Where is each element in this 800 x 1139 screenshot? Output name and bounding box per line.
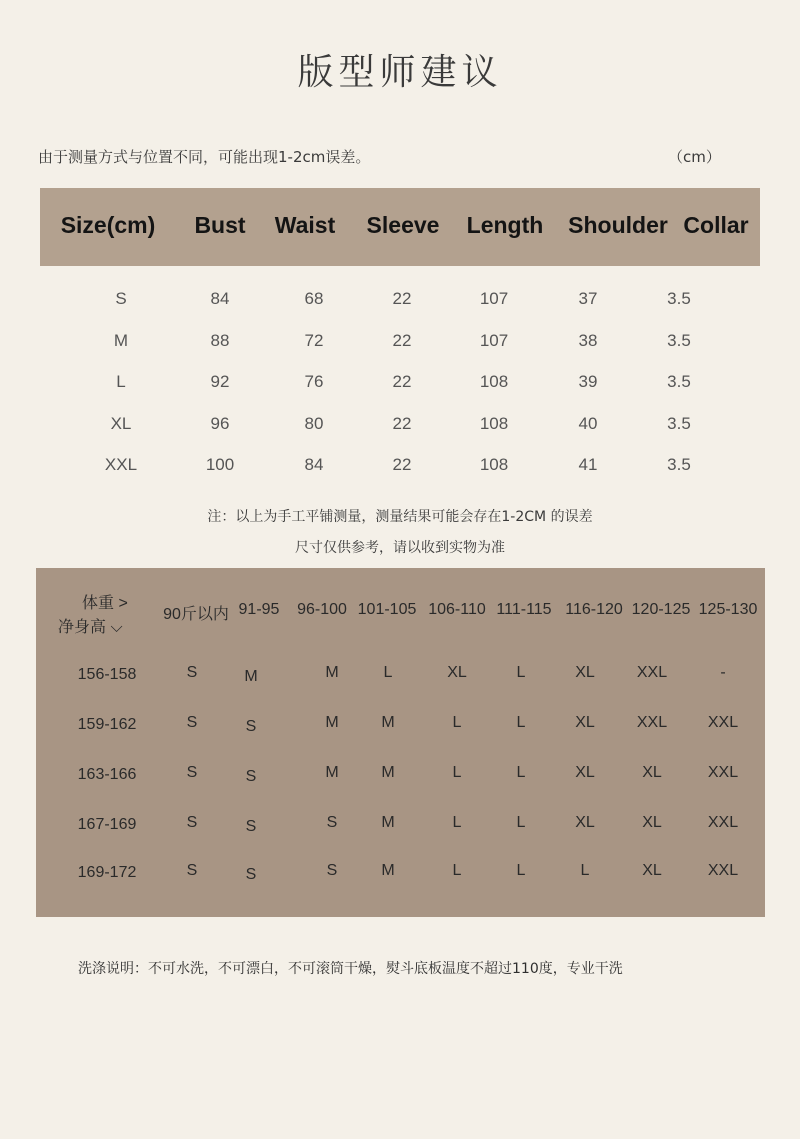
weight-range-header: 90斤以内 <box>163 606 229 623</box>
cell-bust: 100 <box>205 455 235 474</box>
recommended-size-cell: S <box>326 814 338 831</box>
cell-collar: 3.5 <box>667 455 691 474</box>
recommended-size-cell: L <box>516 814 526 831</box>
header-collar: Collar <box>683 212 749 238</box>
cell-shoulder: 40 <box>578 414 598 433</box>
recommended-size-cell: L <box>452 862 462 879</box>
weight-height-size-chart <box>36 568 765 917</box>
recommended-size-cell: S <box>186 664 198 681</box>
recommended-size-cell: M <box>381 862 395 879</box>
recommended-size-cell: S <box>186 764 198 781</box>
cell-sleeve: 22 <box>392 372 412 391</box>
recommended-size-cell: - <box>720 664 726 681</box>
recommended-size-cell: M <box>381 714 395 731</box>
weight-range-header: 96-100 <box>297 601 347 618</box>
table-row <box>0 455 800 485</box>
cell-sleeve: 22 <box>392 455 412 474</box>
height-range-label: 156-158 <box>77 666 137 683</box>
table-row <box>0 289 800 319</box>
cell-bust: 92 <box>210 372 230 391</box>
size-table-header <box>40 188 760 266</box>
cell-sleeve: 22 <box>392 331 412 350</box>
recommended-size-cell: S <box>245 818 257 835</box>
cell-collar: 3.5 <box>667 372 691 391</box>
cell-sleeve: 22 <box>392 289 412 308</box>
unit-label: （cm） <box>668 148 721 166</box>
recommended-size-cell: L <box>383 664 393 681</box>
recommended-size-cell: XL <box>642 862 662 879</box>
page-title: 版型师建议 <box>297 52 503 93</box>
cell-shoulder: 41 <box>578 455 598 474</box>
cell-collar: 3.5 <box>667 414 691 433</box>
cell-sleeve: 22 <box>392 414 412 433</box>
recommended-size-cell: L <box>452 764 462 781</box>
cell-bust: 84 <box>210 289 230 308</box>
recommended-size-cell: L <box>516 714 526 731</box>
cell-waist: 84 <box>304 455 324 474</box>
cell-waist: 72 <box>304 331 324 350</box>
recommended-size-cell: L <box>452 814 462 831</box>
recommended-size-cell: S <box>186 714 198 731</box>
cell-length: 108 <box>479 372 509 391</box>
cell-size: M <box>113 331 129 350</box>
recommended-size-cell: XL <box>642 814 662 831</box>
cell-size: XXL <box>104 455 138 474</box>
height-axis-label: 净身高 ⌵ <box>58 619 123 636</box>
recommended-size-cell: XXL <box>636 664 668 681</box>
recommended-size-cell: XL <box>447 664 467 681</box>
header-waist: Waist <box>274 212 336 238</box>
table-row <box>0 414 800 444</box>
cell-bust: 88 <box>210 331 230 350</box>
height-range-label: 167-169 <box>77 816 137 833</box>
header-shoulder: Shoulder <box>568 212 668 238</box>
recommended-size-cell: M <box>325 764 339 781</box>
recommended-size-cell: L <box>516 862 526 879</box>
recommended-size-cell: XL <box>575 714 595 731</box>
recommended-size-cell: XL <box>575 764 595 781</box>
cell-shoulder: 39 <box>578 372 598 391</box>
weight-range-header: 111-115 <box>496 601 552 618</box>
recommended-size-cell: XXL <box>707 764 739 781</box>
recommended-size-cell: XL <box>575 814 595 831</box>
recommended-size-cell: XXL <box>707 862 739 879</box>
recommended-size-cell: XL <box>575 664 595 681</box>
recommended-size-cell: S <box>186 862 198 879</box>
cell-size: XL <box>110 414 132 433</box>
recommended-size-cell: XXL <box>707 814 739 831</box>
weight-axis-label: 体重 > <box>82 595 128 612</box>
recommended-size-cell: M <box>244 668 258 685</box>
cell-waist: 80 <box>304 414 324 433</box>
measure-disclaimer: 注：以上为手工平铺测量，测量结果可能会存在1-2CM 的误差 <box>207 509 593 525</box>
recommended-size-cell: XXL <box>636 714 668 731</box>
cell-length: 107 <box>479 331 509 350</box>
header-bust: Bust <box>194 212 246 238</box>
header-sleeve: Sleeve <box>366 212 440 238</box>
recommended-size-cell: M <box>325 664 339 681</box>
recommended-size-cell: L <box>516 664 526 681</box>
recommended-size-cell: L <box>452 714 462 731</box>
cell-length: 108 <box>479 414 509 433</box>
recommended-size-cell: M <box>381 814 395 831</box>
cell-length: 108 <box>479 455 509 474</box>
header-length: Length <box>466 212 544 238</box>
recommended-size-cell: XL <box>642 764 662 781</box>
recommended-size-cell: XXL <box>707 714 739 731</box>
table-row <box>0 372 800 402</box>
recommended-size-cell: S <box>245 768 257 785</box>
recommended-size-cell: S <box>245 718 257 735</box>
height-range-label: 163-166 <box>77 766 137 783</box>
recommended-size-cell: S <box>245 866 257 883</box>
cell-waist: 76 <box>304 372 324 391</box>
recommended-size-cell: S <box>186 814 198 831</box>
cell-waist: 68 <box>304 289 324 308</box>
cell-size: L <box>116 372 126 391</box>
recommended-size-cell: M <box>325 714 339 731</box>
cell-collar: 3.5 <box>667 289 691 308</box>
recommended-size-cell: S <box>326 862 338 879</box>
weight-range-header: 116-120 <box>565 601 623 618</box>
recommended-size-cell: L <box>516 764 526 781</box>
cell-collar: 3.5 <box>667 331 691 350</box>
washing-instructions: 洗涤说明：不可水洗，不可漂白，不可滚筒干燥，熨斗底板温度不超过110度，专业干洗 <box>78 961 623 977</box>
reference-note: 尺寸仅供参考，请以收到实物为准 <box>295 540 505 556</box>
weight-range-header: 101-105 <box>357 601 417 618</box>
cell-length: 107 <box>479 289 509 308</box>
height-range-label: 159-162 <box>77 716 137 733</box>
recommended-size-cell: M <box>381 764 395 781</box>
table-row <box>0 331 800 361</box>
weight-range-header: 106-110 <box>428 601 486 618</box>
weight-range-header: 120-125 <box>631 601 691 618</box>
weight-range-header: 91-95 <box>238 601 280 618</box>
cell-bust: 96 <box>210 414 230 433</box>
cell-shoulder: 37 <box>578 289 598 308</box>
header-size: Size(cm) <box>60 212 156 238</box>
recommended-size-cell: L <box>580 862 590 879</box>
height-range-label: 169-172 <box>77 864 137 881</box>
weight-range-header: 125-130 <box>698 601 758 618</box>
cell-shoulder: 38 <box>578 331 598 350</box>
measure-note: 由于测量方式与位置不同，可能出现1-2cm误差。 <box>38 148 371 166</box>
cell-size: S <box>115 289 127 308</box>
